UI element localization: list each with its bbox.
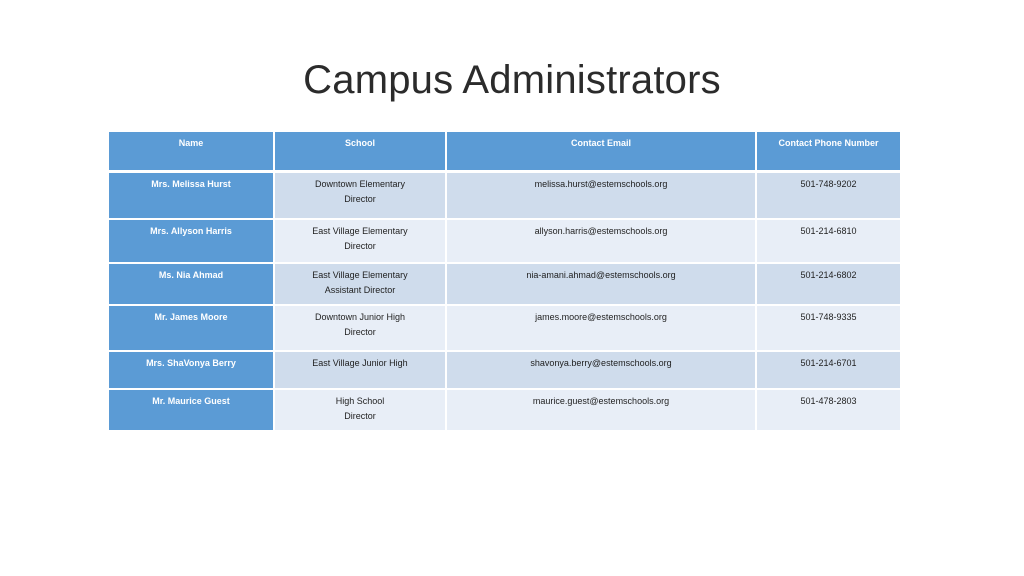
school-cell (274, 263, 446, 305)
table-header-row (108, 131, 901, 172)
admin-role: Director (344, 327, 376, 337)
contact-phone: 501-214-6701 (756, 351, 901, 389)
table-row (108, 305, 901, 351)
page-title: Campus Administrators (303, 58, 721, 102)
school-cell (274, 219, 446, 263)
school-cell (274, 389, 446, 431)
table-row (108, 219, 901, 263)
admin-name: Ms. Nia Ahmad (108, 263, 274, 305)
table-row (108, 389, 901, 431)
school-name: East Village Elementary (312, 270, 408, 280)
contact-phone: 501-748-9202 (756, 172, 901, 220)
contact-phone: 501-214-6810 (756, 219, 901, 263)
contact-email: james.moore@estemschools.org (446, 305, 756, 351)
admin-name: Mrs. Melissa Hurst (108, 172, 274, 220)
contact-email: maurice.guest@estemschools.org (446, 389, 756, 431)
school-cell (274, 172, 446, 220)
contact-phone: 501-214-6802 (756, 263, 901, 305)
contact-phone: 501-478-2803 (756, 389, 901, 431)
contact-email: nia-amani.ahmad@estemschools.org (446, 263, 756, 305)
administrators-table (107, 130, 902, 432)
contact-email: shavonya.berry@estemschools.org (446, 351, 756, 389)
admin-role: Director (344, 194, 376, 204)
school-name: East Village Junior High (312, 358, 408, 368)
admin-role: Director (344, 241, 376, 251)
admin-name: Mrs. ShaVonya Berry (108, 351, 274, 389)
admin-name: Mrs. Allyson Harris (108, 219, 274, 263)
school-name: Downtown Junior High (314, 312, 406, 322)
school-cell (274, 351, 446, 389)
table-row (108, 351, 901, 389)
column-header-phone: Contact Phone Number (756, 131, 901, 172)
admin-name: Mr. James Moore (108, 305, 274, 351)
column-header-name: Name (108, 131, 274, 172)
contact-email: allyson.harris@estemschools.org (446, 219, 756, 263)
school-name: East Village Elementary (312, 226, 408, 236)
column-header-school: School (274, 131, 446, 172)
admin-role: Director (344, 411, 376, 421)
school-name: High School (335, 396, 385, 406)
school-cell (274, 305, 446, 351)
table-row (108, 172, 901, 220)
school-name: Downtown Elementary (314, 179, 406, 189)
column-header-email: Contact Email (446, 131, 756, 172)
contact-phone: 501-748-9335 (756, 305, 901, 351)
admin-role: Assistant Director (324, 285, 396, 295)
admin-name: Mr. Maurice Guest (108, 389, 274, 431)
contact-email: melissa.hurst@estemschools.org (446, 172, 756, 220)
table-row (108, 263, 901, 305)
